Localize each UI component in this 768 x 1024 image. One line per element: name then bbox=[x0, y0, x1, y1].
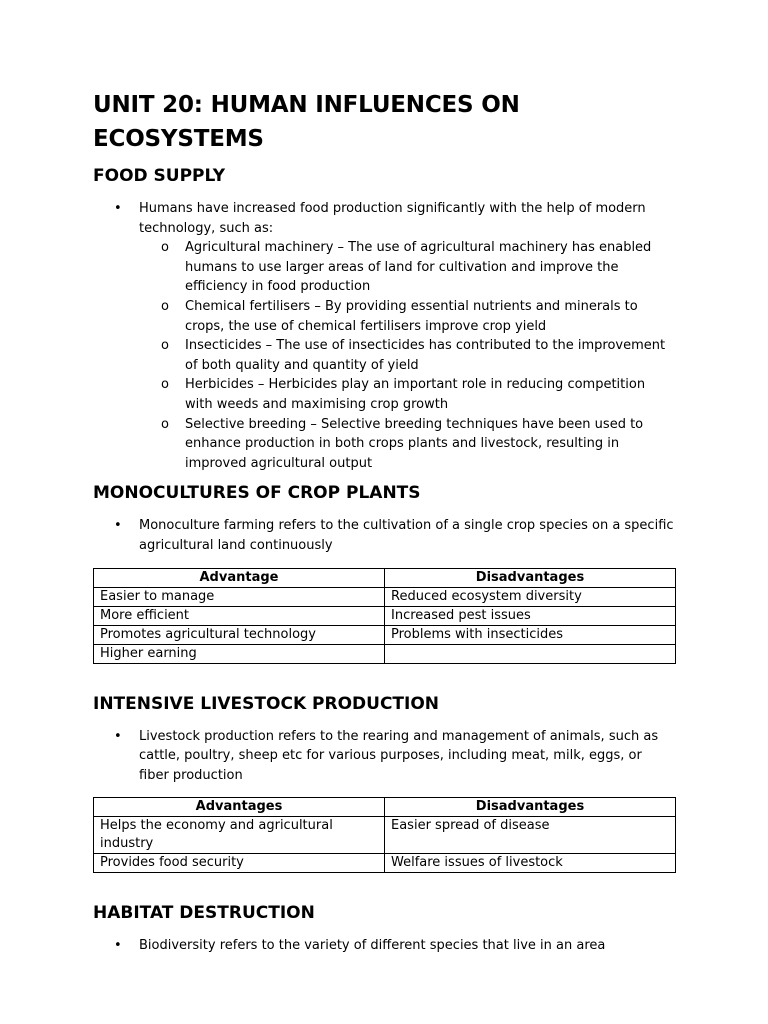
column-header: Disadvantages bbox=[385, 798, 676, 817]
table-row bbox=[94, 644, 676, 663]
sub-bullet-marker: o bbox=[161, 416, 169, 432]
list-item: • Biodiversity refers to the variety of different species that live in an area bbox=[93, 936, 675, 956]
table-row bbox=[94, 625, 676, 644]
table-row bbox=[94, 854, 676, 873]
habitat-bullet-list bbox=[93, 936, 675, 956]
livestock-bullet-list bbox=[93, 727, 675, 786]
table-cell: More efficient bbox=[94, 606, 385, 625]
document-page bbox=[93, 88, 675, 956]
table-header-row bbox=[94, 798, 676, 817]
list-item bbox=[139, 336, 675, 375]
monocultures-bullet-list bbox=[93, 516, 675, 555]
sub-item-text: Herbicides – Herbicides play an important role in reducing competition with weeds and maximising crop growth bbox=[185, 377, 646, 412]
section-heading-food-supply: FOOD SUPPLY bbox=[93, 166, 226, 186]
table-cell: Problems with insecticides bbox=[385, 625, 676, 644]
list-item bbox=[93, 199, 675, 473]
bullet-text: Humans have increased food production significantly with the help of modern technology, such as: bbox=[139, 201, 646, 236]
table-row bbox=[94, 606, 676, 625]
list-item bbox=[139, 375, 675, 414]
list-item bbox=[139, 415, 675, 474]
section-heading-monocultures: MONOCULTURES OF CROP PLANTS bbox=[93, 483, 421, 504]
table-cell: Reduced ecosystem diversity bbox=[385, 587, 676, 606]
section-heading-habitat: HABITAT DESTRUCTION bbox=[93, 903, 315, 924]
table-cell: Higher earning bbox=[94, 644, 385, 663]
table-row bbox=[94, 587, 676, 606]
monoculture-table bbox=[93, 568, 676, 664]
table-cell: Easier spread of disease bbox=[385, 817, 676, 854]
sub-item-text: Chemical fertilisers – By providing essential nutrients and minerals to crops, the use of chemical fertilisers improve crop yield bbox=[185, 298, 638, 334]
table-cell: Increased pest issues bbox=[385, 606, 676, 625]
sub-bullet-marker: o bbox=[161, 240, 169, 256]
list-item bbox=[139, 297, 675, 336]
list-item: • Monoculture farming refers to the cultivation of a single crop species on a specific agricultural land continuously bbox=[93, 516, 675, 555]
list-item bbox=[139, 238, 675, 297]
sub-item-text: Insecticides – The use of insecticides has contributed to the improvement of both quality and quantity of yield bbox=[185, 338, 666, 373]
table-cell: Welfare issues of livestock bbox=[385, 854, 676, 873]
column-header: Disadvantages bbox=[385, 568, 676, 587]
column-header: Advantages bbox=[94, 798, 385, 817]
food-supply-bullet-list bbox=[93, 199, 675, 473]
livestock-table bbox=[93, 797, 676, 873]
sub-bullet-marker: o bbox=[161, 338, 169, 354]
table-row bbox=[94, 817, 676, 854]
section-heading-livestock: INTENSIVE LIVESTOCK PRODUCTION bbox=[93, 693, 440, 714]
food-supply-sub-list bbox=[139, 238, 675, 473]
sub-bullet-marker: o bbox=[161, 377, 169, 393]
column-header: Advantage bbox=[94, 568, 385, 587]
page-title: UNIT 20: HUMAN INFLUENCES ON ECOSYSTEMS bbox=[93, 92, 520, 152]
sub-bullet-marker: o bbox=[161, 298, 169, 314]
sub-item-text: Selective breeding – Selective breeding techniques have been used to enhance production in both crops plants and livestock, resulting in improved agricultural output bbox=[185, 416, 644, 471]
table-cell: Easier to manage bbox=[94, 587, 385, 606]
table-header-row bbox=[94, 568, 676, 587]
table-cell bbox=[385, 644, 676, 663]
table-cell: Provides food security bbox=[94, 854, 385, 873]
sub-item-text: Agricultural machinery – The use of agricultural machinery has enabled humans to use larger areas of land for cultivation and improve the efficiency in food production bbox=[185, 240, 652, 295]
list-item: • Livestock production refers to the rearing and management of animals, such as cattle, poultry, sheep etc for various purposes, including meat, milk, eggs, or fiber production bbox=[93, 727, 675, 786]
table-cell: Helps the economy and agricultural industry bbox=[94, 817, 385, 854]
table-cell: Promotes agricultural technology bbox=[94, 625, 385, 644]
